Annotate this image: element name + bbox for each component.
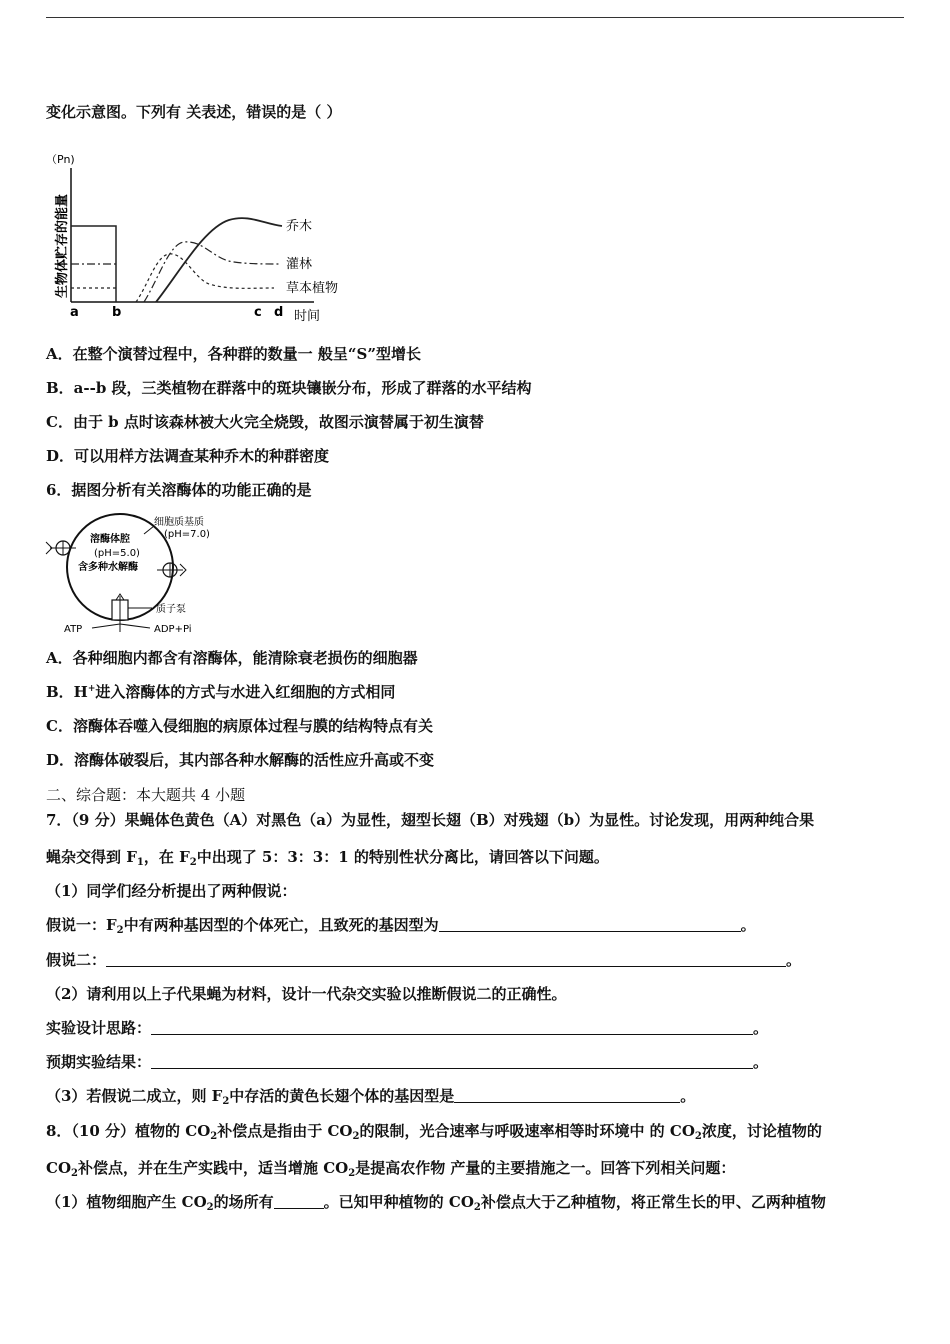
q5-option-d: D．可以用样方法调查某种乔木的种群密度 [46,447,330,465]
q7-hypothesis2: 假说二： 。 [46,951,802,969]
pump-label: 质子泵 [156,604,186,615]
q7-result: 预期实验结果： 。 [46,1053,769,1071]
tick-d: d [274,305,284,320]
succession-chart [44,148,364,328]
q7-part2: （2）请利用以上子代果蝇为材料，设计一代杂交实验以推断假说二的正确性。 [46,985,567,1003]
y-unit-label: （Pn) [46,153,75,166]
q6-stem: 6．据图分析有关溶酶体的功能正确的是 [46,481,312,499]
atp-label: ATP [64,624,83,635]
cytoplasm-label: 细胞质基质 [154,517,204,528]
q7-part1: （1）同学们经分析提出了两种假说： [46,882,297,900]
q5-option-b: B．a--b 段，三类植物在群落中的斑块镶嵌分布，形成了群落的水平结构 [46,379,532,397]
tick-b: b [112,305,122,320]
y-axis-label: 生物体贮存的能量 [55,193,70,298]
q5-option-c: C．由于 b 点时该森林被大火完全烧毁，故图示演替属于初生演替 [46,413,484,431]
q6-option-d: D．溶酶体破裂后，其内部各种水解酶的活性应升高或不变 [46,751,435,769]
answer-blank[interactable] [151,1054,753,1069]
q7-part3: （3）若假说二成立，则 $F_2$中存活的黄色长翅个体的基因型是 。 [46,1087,696,1107]
legend-shrub: 灌林 [286,257,313,272]
q7-hypothesis1: 假说一：$F_2$中有两种基因型的个体死亡，且致死的基因型为 。 [46,916,756,936]
q5-option-a: A．在整个演替过程中，各种群的数量一 般呈“S”型增长 [46,345,421,363]
answer-blank[interactable] [439,917,741,932]
tick-c: c [254,305,262,320]
q8-line1: 8．（10 分）植物的 $CO_2$补偿点是指由于 $CO_2$的限制，光合速率与呼吸速率相等时环境中 的 $CO_2$浓度，讨论植物的 [46,1122,822,1142]
lysosome-diagram [44,512,244,638]
q5-stem: 变化示意图。下列有 关表述，错误的是（ ） [46,103,342,121]
legend-herb: 草本植物 [286,281,339,296]
q7-design: 实验设计思路： 。 [46,1019,769,1037]
adp-label: ADP+Pi [154,624,192,635]
cytoplasm-ph: (pH=7.0) [164,529,210,540]
tick-a: a [70,305,79,320]
q8-part1: （1）植物细胞产生 $CO_2$的场所有 。已知甲种植物的 $CO_2$补偿点大于乙种植物，将正常生长的甲、乙两种植物 [46,1193,826,1213]
q6-option-b: B．H+进入溶酶体的方式与水进入红细胞的方式相同 [46,683,396,701]
q7-line1: 7．（9 分）果蝇体色黄色（A）对黑色（a）为显性，翅型长翅（B）对残翅（b）为显性。讨论发现，用两种纯合果 [46,811,815,829]
answer-blank[interactable] [106,952,786,967]
answer-blank[interactable] [151,1020,753,1035]
legend-tree: 乔木 [286,219,313,234]
q6-option-a: A．各种细胞内都含有溶酶体，能清除衰老损伤的细胞器 [46,649,418,667]
section-title: 二、综合题：本大题共 4 小题 [46,786,246,804]
q6-option-c: C．溶酶体吞噬入侵细胞的病原体过程与膜的结构特点有关 [46,717,433,735]
lumen-ph: (pH=5.0) [94,548,140,559]
enzymes-label: 含多种水解酶 [78,562,138,573]
q8-line2: $CO_2$补偿点，并在生产实践中，适当增施 $CO_2$是提高农作物 产量的主要措施之一。回答下列相关问题： [46,1159,736,1179]
lumen-label: 溶酶体腔 [90,534,130,545]
answer-blank[interactable] [454,1088,680,1103]
answer-blank[interactable] [274,1194,324,1209]
header-rule [46,17,904,18]
x-axis-label: 时间 [294,309,321,324]
q7-line2: 蝇杂交得到 $F_1$，在 $F_2$中出现了 5：3：3：1 的特别性状分离比，请回答以下问题。 [46,848,609,868]
